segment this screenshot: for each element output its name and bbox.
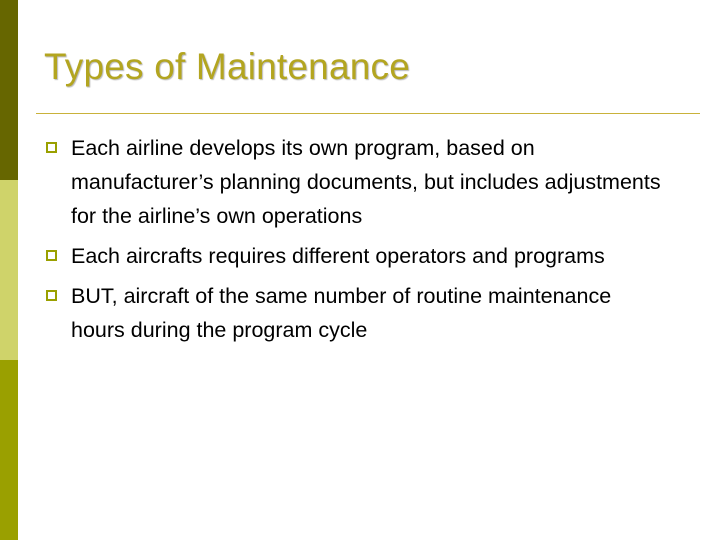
side-accent-bar-top — [0, 0, 18, 180]
bullet-list — [44, 131, 664, 353]
side-accent-bar-bottom — [0, 360, 18, 540]
hollow-square-bullet-icon — [46, 142, 57, 153]
slide-title: Types of Maintenance — [44, 46, 410, 87]
bullet-item — [44, 279, 664, 347]
bullet-text: BUT, aircraft of the same number of routine maintenance hours during the program cycle — [71, 284, 612, 342]
bullet-item — [44, 131, 664, 233]
side-accent-bar-middle — [0, 180, 18, 360]
bullet-text: Each aircrafts requires different operators and programs — [71, 244, 605, 268]
title-divider — [36, 113, 700, 114]
bullet-text: Each airline develops its own program, based on manufacturer’s planning documents, but includes adjustments for the airline’s own operations — [71, 136, 661, 228]
hollow-square-bullet-icon — [46, 290, 57, 301]
bullet-item — [44, 239, 664, 273]
hollow-square-bullet-icon — [46, 250, 57, 261]
